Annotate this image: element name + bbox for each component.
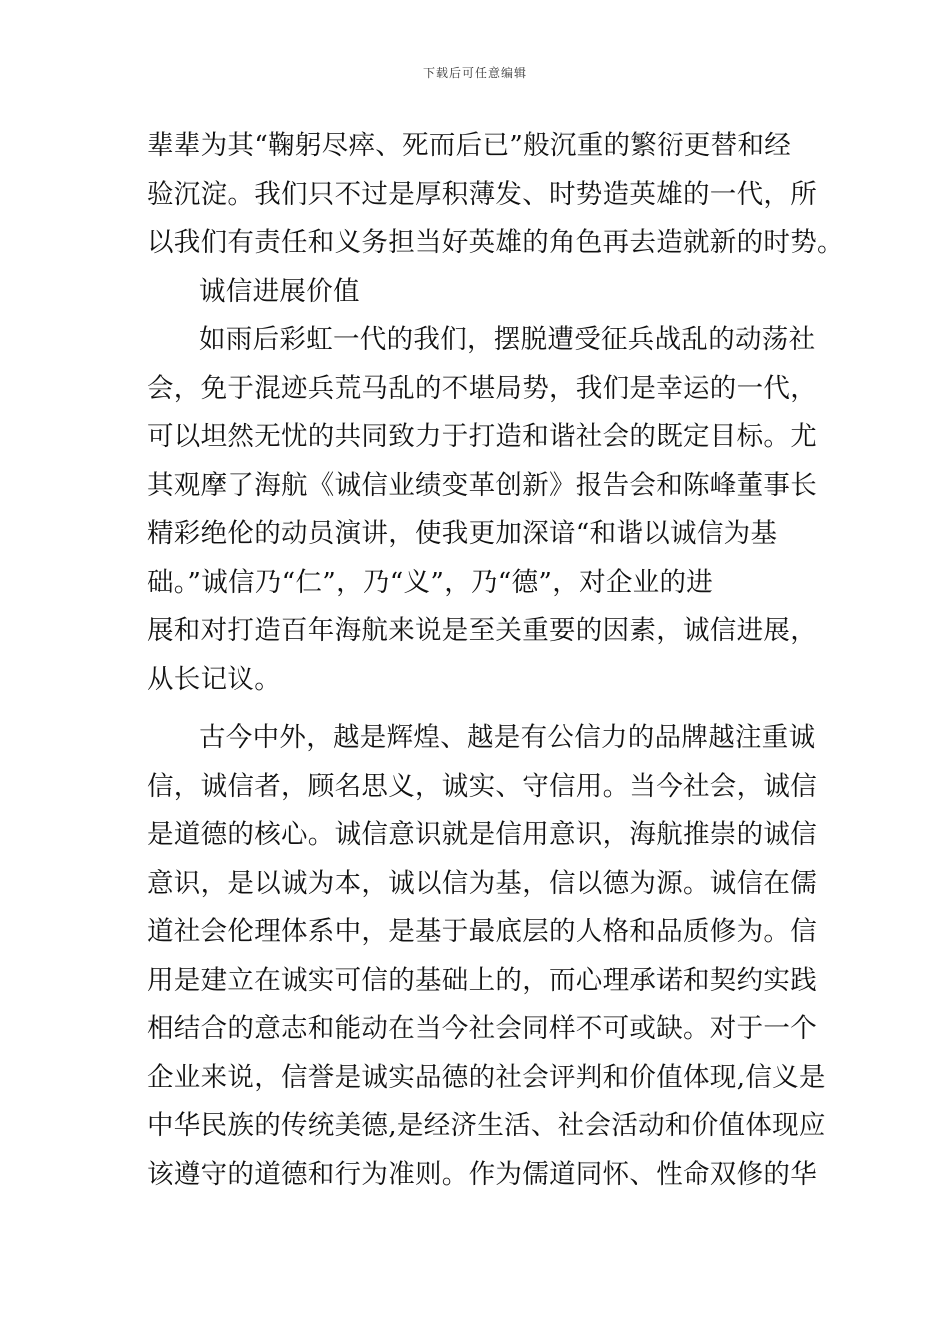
text-line: 辈辈为其“鞠躬尽瘁、死而后已”般沉重的繁衍更替和经 — [147, 130, 792, 161]
paragraph-gap — [147, 704, 807, 714]
text-line: 是道德的核心。诚信意识就是信用意识，海航推崇的诚信 — [147, 819, 817, 850]
text-line: 础。”诚信乃“仁”，乃“义”，乃“德”，对企业的进 — [147, 566, 714, 598]
text-line: 可以坦然无忧的共同致力于打造和谐社会的既定目标。尤 — [147, 421, 817, 452]
section-heading: 诚信进展价值 — [199, 275, 360, 307]
text-line: 用是建立在诚实可信的基础上的，而心理承诺和契约实践 — [147, 964, 817, 996]
text-line: 以我们有责任和义务担当好英雄的角色再去造就新的时势。 — [147, 227, 844, 258]
document-body — [147, 122, 844, 1199]
text-line: 中华民族的传统美德,是经济生活、社会活动和价值体现应 — [147, 1110, 826, 1141]
text-line: 展和对打造百年海航来说是至关重要的因素，诚信进展， — [147, 615, 817, 646]
text-line: 古今中外，越是辉煌、越是有公信力的品牌越注重诚 — [199, 722, 816, 753]
text-line: 信，诚信者，顾名思义，诚实、守信用。当今社会，诚信 — [147, 770, 817, 802]
text-line: 该遵守的道德和行为准则。作为儒道同怀、性命双修的华 — [147, 1158, 817, 1190]
text-line: 企业来说，信誉是诚实品德的社会评判和价值体现,信义是 — [147, 1061, 826, 1093]
text-line: 精彩绝伦的动员演讲，使我更加深谙“和谐以诚信为基 — [147, 518, 778, 549]
text-line: 意识，是以诚为本，诚以信为基，信以德为源。诚信在儒 — [147, 867, 817, 899]
text-line: 相结合的意志和能动在当今社会同样不可或缺。对于一个 — [147, 1013, 817, 1044]
text-line: 会，免于混迹兵荒马乱的不堪局势，我们是幸运的一代， — [147, 372, 817, 404]
text-line: 从长记议。 — [147, 663, 281, 695]
page-header: 下载后可任意编辑 — [422, 66, 527, 80]
text-line: 道社会伦理体系中，是基于最底层的人格和品质修为。信 — [147, 916, 817, 947]
text-line: 验沉淀。我们只不过是厚积薄发、时势造英雄的一代，所 — [147, 178, 817, 210]
text-line: 如雨后彩虹一代的我们，摆脱遭受征兵战乱的动荡社 — [199, 324, 816, 355]
text-line: 其观摩了海航《诚信业绩变革创新》报告会和陈峰董事长 — [147, 469, 817, 501]
